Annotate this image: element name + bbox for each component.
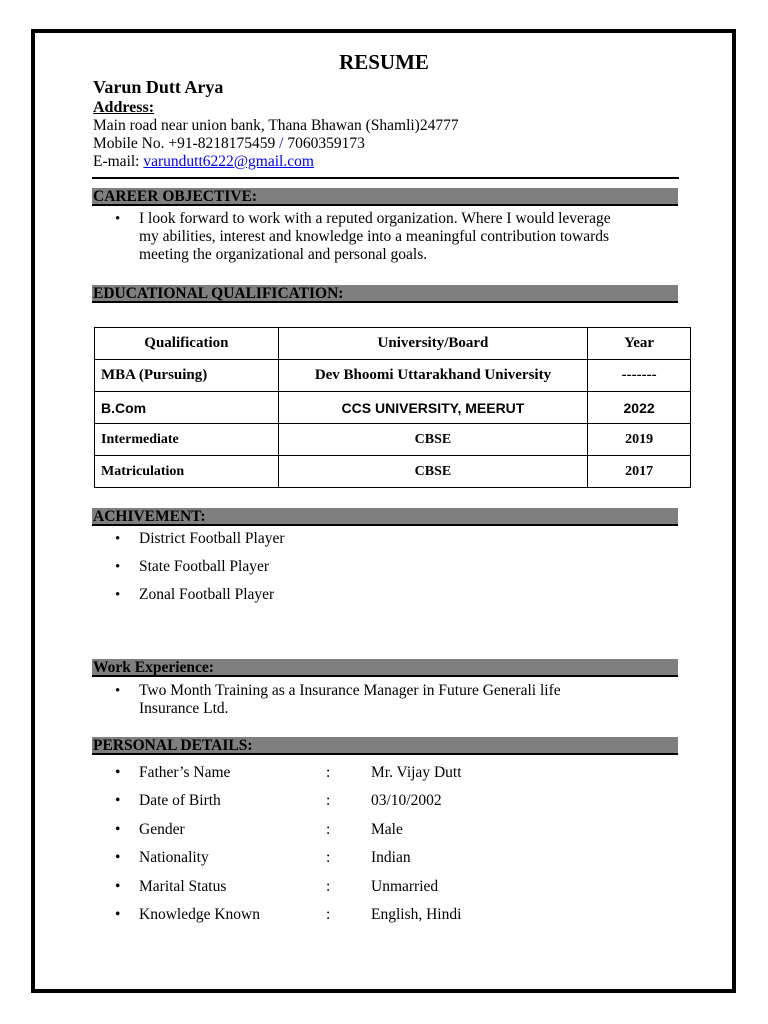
year-cell: 2017 [588,456,691,488]
achievement-heading: ACHIVEMENT: [92,508,678,526]
mobile-primary: Mobile No. +91-8218175459 [93,135,276,152]
qualification-cell: Intermediate [95,424,279,456]
career-line-3: meeting the organizational and personal goals. [139,246,428,263]
career-line-1: I look forward to work with a reputed organization. Where I would leverage [139,210,611,227]
education-table [94,327,691,488]
university-cell: CBSE [278,424,587,456]
year-cell: 2022 [588,392,691,424]
detail-colon: : [326,878,331,895]
career-objective-heading: CAREER OBJECTIVE: [92,188,678,206]
career-objective-list [93,210,611,264]
list-item: • District Football Player [93,530,285,548]
detail-colon: : [326,849,331,866]
list-item: • State Football Player [93,558,285,576]
year-cell: ------- [588,360,691,392]
career-line-2: my abilities, interest and knowledge into a meaningful contribution towards [139,228,610,245]
university-cell: Dev Bhoomi Uttarakhand University [278,360,587,392]
table-row [95,424,691,456]
qualification-cell: Matriculation [95,456,279,488]
email-line [93,153,314,171]
detail-colon: : [326,821,331,838]
detail-value: Unmarried [371,878,439,895]
detail-value: Mr. Vijay Dutt [371,764,462,781]
table-row [95,456,691,488]
mobile-separator: / [275,135,288,152]
resume-title: RESUME [339,50,429,74]
detail-colon: : [326,764,331,781]
detail-label: Marital Status [139,878,227,895]
work-experience-item [93,682,561,718]
email-link[interactable]: varundutt6222@gmail.com [143,153,314,170]
candidate-name: Varun Dutt Arya [93,77,224,97]
list-item: • Zonal Football Player [93,586,285,604]
career-objective-item [93,210,611,264]
qualification-cell: MBA (Pursuing) [95,360,279,392]
address-line: Main road near union bank, Thana Bhawan (Shamli)24777 [93,117,459,134]
bullet-icon: • [115,906,121,923]
table-header-university: University/Board [278,328,587,360]
education-heading: EDUCATIONAL QUALIFICATION: [92,285,678,303]
mobile-line [93,135,365,153]
university-cell: CCS UNIVERSITY, MEERUT [278,392,587,424]
detail-value: Male [371,821,403,838]
table-header-qualification: Qualification [95,328,279,360]
email-label: E-mail: [93,153,144,170]
table-header-year: Year [588,328,691,360]
detail-value: 03/10/2002 [371,792,442,809]
detail-label: Date of Birth [139,792,221,809]
detail-value: English, Hindi [371,906,462,923]
header-divider [92,177,679,179]
year-cell: 2019 [588,424,691,456]
bullet-icon: • [115,878,121,895]
address-label: Address: [93,99,155,116]
bullet-icon: • [115,821,121,838]
personal-details-heading: PERSONAL DETAILS: [92,737,678,755]
detail-label: Father’s Name [139,764,231,781]
university-cell: CBSE [278,456,587,488]
qualification-cell: B.Com [95,392,279,424]
work-experience-heading: Work Experience: [92,659,678,677]
detail-colon: : [326,906,331,923]
detail-colon: : [326,792,331,809]
detail-label: Knowledge Known [139,906,260,923]
detail-value: Indian [371,849,411,866]
bullet-icon: • [115,792,121,809]
detail-label: Gender [139,821,185,838]
table-row [95,360,691,392]
work-line-1: Two Month Training as a Insurance Manager in Future Generali life [139,682,561,699]
table-header-row [95,328,691,360]
work-line-2: Insurance Ltd. [139,700,229,717]
table-row [95,392,691,424]
bullet-icon: • [115,849,121,866]
bullet-icon: • [115,764,121,781]
work-experience-list [93,682,561,718]
detail-label: Nationality [139,849,209,866]
mobile-alternate: 7060359173 [287,135,365,152]
achievement-list [93,530,285,604]
